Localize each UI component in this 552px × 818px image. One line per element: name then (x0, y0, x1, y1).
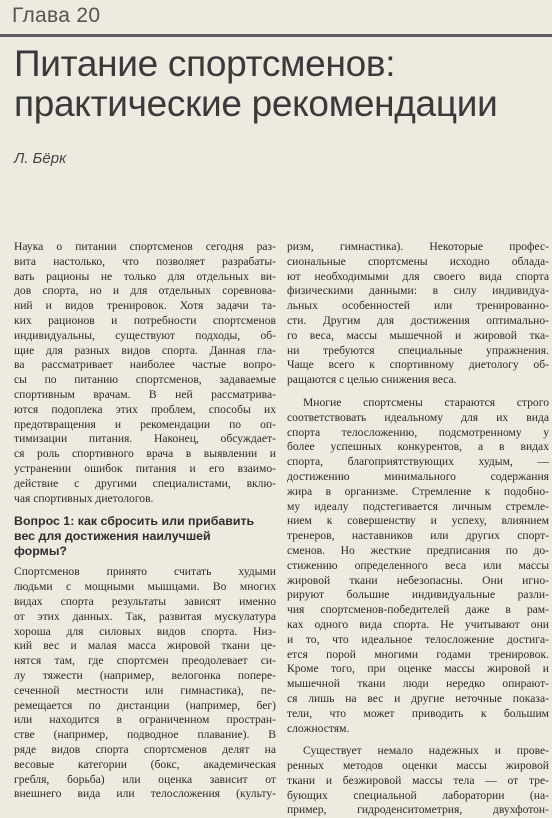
text-line: ких рационов и потребности спортсменов (14, 313, 276, 327)
heading-line: формы? (14, 544, 67, 559)
text-line: тренеров, наставников или других спорт- (287, 529, 549, 543)
question-paragraph (14, 565, 276, 802)
text-line: го веса, массы мышечной и жировой тка- (287, 328, 549, 342)
intro-paragraph (14, 240, 276, 506)
text-line: устранении ошибок питания и его взаимо- (14, 461, 276, 475)
text-line: Многие спортсмены стараются строго (303, 395, 549, 409)
text-line: от этих данных. Так, развитая мускулатура (14, 609, 276, 623)
text-line: ся роль спортивного врача в выявлении и (14, 447, 276, 461)
header-rule (0, 34, 552, 37)
text-line: ремещается по дистанции (например, бег) (14, 698, 276, 712)
text-line: сти. Другим для достижения оптимально- (287, 313, 549, 327)
text-line: жира в организме. Стремление к подобно- (287, 484, 549, 498)
text-line: ряде видов спорта спортсменов делят на (14, 742, 276, 756)
text-line: более успешных конкурентов, а в видах (287, 440, 549, 454)
text-line: ся лишь на вес и другие неточные показа- (287, 691, 549, 705)
text-line: физическими данными: в силу индивидуа- (287, 284, 549, 298)
text-line: спортивным врачам. В ней рассматрива- (14, 387, 276, 401)
heading-line: вес для достижения наилучшей (14, 529, 211, 544)
text-line: индивидуальны, существуют подходы, об- (14, 328, 276, 342)
text-line: сменов. Но жесткие предписания по до- (287, 543, 549, 557)
text-line: ют необходимыми для своего вида спорта (287, 269, 549, 283)
text-line: нием к совершенству и успеху, влиянием (287, 514, 549, 528)
title-line: практические рекомендации (14, 83, 498, 124)
spacer (14, 506, 276, 514)
text-line: нятся там, где спортсмен преодолевает си- (14, 654, 276, 668)
text-line: лу тяжести (например, велогонка попере- (14, 668, 276, 682)
text-line: хороша для силовых видов спорта. Низ- (14, 624, 276, 638)
text-line: ни требуются специальные упражнения. (287, 343, 549, 357)
text-line: тели, что может приводить к большим (287, 706, 549, 720)
text-line: ризм, гимнастика). Некоторые профес- (287, 240, 549, 253)
text-line: внешнего вида или телосложения (культу- (14, 787, 276, 801)
text-line: сложностям. (287, 721, 350, 735)
page-title (14, 44, 544, 124)
text-line: Спортсменов принято считать худыми (14, 565, 276, 579)
text-line: действие с другими специалистами, вклю- (14, 476, 276, 490)
text-line: Чаще всего к спортивному диетологу об- (287, 358, 549, 372)
text-line: жировой ткани небезопасны. Они игно- (287, 573, 549, 587)
chapter-label: Глава 20 (12, 4, 101, 27)
text-line: Наука о питании спортсменов сегодня раз- (14, 240, 276, 253)
text-line: му идеалу подстегивается личным стремле- (287, 499, 549, 513)
text-line: вать рационы не только для отдельных ви- (14, 269, 276, 283)
text-line: вита настолько, что позволяет разрабаты- (14, 254, 276, 268)
text-line: кий вес и малая масса жировой ткани це- (14, 639, 276, 653)
text-line: сеченной местности или гимнастика), пе- (14, 683, 276, 697)
text-line: достижению минимального содержания (287, 469, 549, 483)
text-line: дов спорта, но и для отдельных соревнова- (14, 284, 276, 298)
text-line: весовые категории (бокс, академическая (14, 757, 276, 771)
text-line: Кроме того, при оценке массы жировой и (287, 662, 549, 676)
text-line: щие для разных видов спорта. Данная гла- (14, 343, 276, 357)
spacer (287, 736, 549, 744)
text-line: рируют большие индивидуальные разли- (287, 588, 549, 602)
title-line: Питание спортсменов: (14, 43, 396, 84)
text-line: стве (например, подводное плавание). В (14, 728, 276, 742)
text-line: тимизации питания. Наконец, обсуждает- (14, 432, 276, 446)
question-heading (14, 514, 276, 559)
text-line: видах спорта результаты зависят именно (14, 594, 276, 608)
text-line: соответствовать идеальному для их вида (287, 410, 549, 424)
text-line: предотвращения и рекомендации по оп- (14, 417, 276, 431)
author: Л. Бёрк (14, 150, 67, 167)
text-line: стижению определенного веса или массы (287, 558, 549, 572)
text-line: чая спортивных диетологов. (14, 491, 154, 505)
text-line: или находится в ограниченном простран- (14, 713, 276, 727)
left-column (14, 240, 276, 802)
text-line: ткани и безжировой массы тела — от тре- (287, 773, 549, 787)
text-line: ются подоплека этих проблем, способы их (14, 402, 276, 416)
text-line: ний и видов тренировок. Хотя задачи та- (14, 299, 276, 313)
text-line: льных особенностей или тренированно- (287, 299, 549, 313)
text-line: сиональные спортсмены исходно облада- (287, 254, 549, 268)
text-line: ва рассматривает наиболее частые вопро- (14, 358, 276, 372)
text-line: чия спортсменов-победителей даже в рам- (287, 603, 549, 617)
spacer (287, 388, 549, 396)
text-line: людьми с мощными мышцами. Во многих (14, 580, 276, 594)
paragraph (287, 744, 549, 818)
paragraph (287, 396, 549, 736)
text-line: ках одного вида спорта. Не учитывают они (287, 617, 549, 631)
text-line: спорта, благоприятствующих худым, — (287, 455, 549, 469)
text-line: мышечной ткани люди нередко опирают- (287, 677, 549, 691)
text-line: гребля, борьба) или оценка зависит от (14, 772, 276, 786)
text-line: бующих специальной лаборатории (на- (287, 788, 549, 802)
text-line: спорта телосложению, подсмотренному у (287, 425, 549, 439)
right-column (287, 240, 549, 818)
text-line: ращаются с целью снижения веса. (287, 373, 457, 387)
heading-line: Вопрос 1: как сбросить или прибавить (14, 514, 255, 529)
text-line: Существует немало надежных и прове- (303, 744, 549, 758)
text-line: ренных методов оценки массы жировой (287, 759, 549, 773)
text-line: сы по питанию спортсменов, задаваемые (14, 373, 276, 387)
paragraph (287, 240, 549, 388)
text-line: и то, что идеальное телосложение достига- (287, 632, 549, 646)
text-line: ется порой многими годами тренировок. (287, 647, 549, 661)
text-line: пример, гидроденситометрия, двухфотон- (287, 803, 549, 817)
